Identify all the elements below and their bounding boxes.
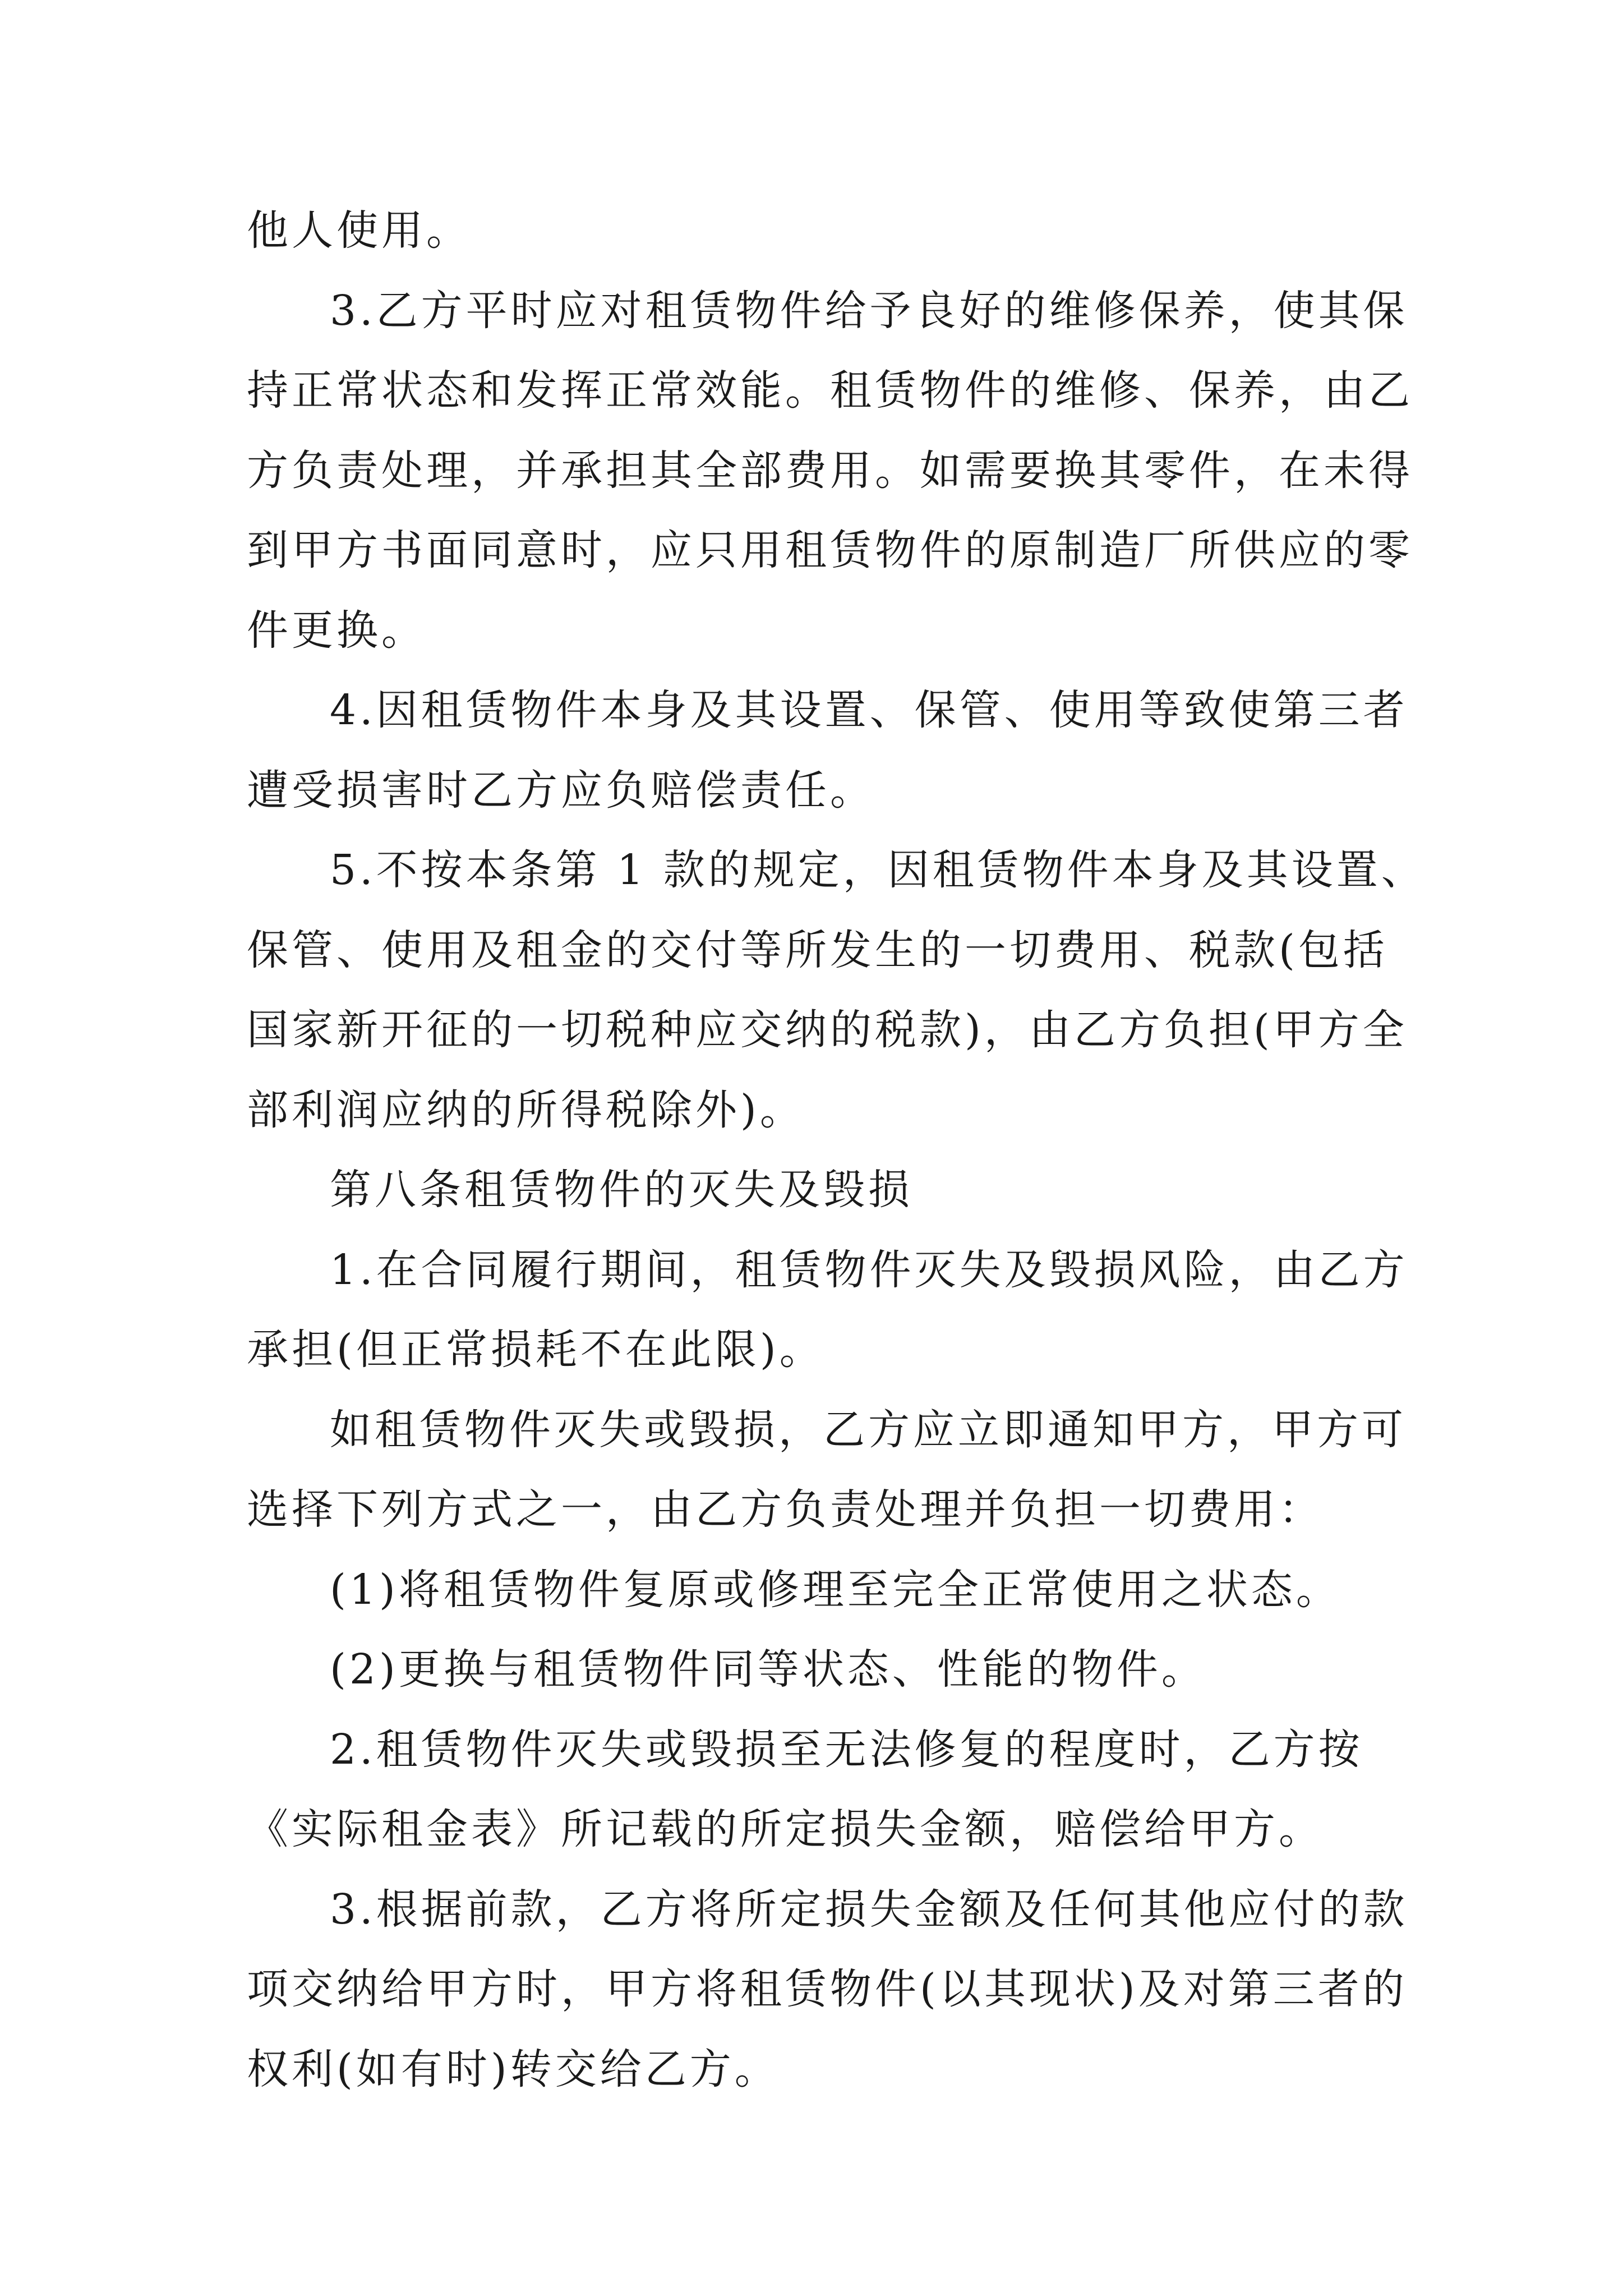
text-line: 权利(如有时)转交给乙方。 — [247, 2045, 780, 2093]
text-line: 《实际租金表》所记载的所定损失金额，赔偿给甲方。 — [247, 1805, 1324, 1853]
text-line: 到甲方书面同意时，应只用租赁物件的原制造厂所供应的零 — [247, 526, 1413, 574]
section-heading: 第八条租赁物件的灭失及毁损 — [330, 1166, 913, 1214]
text-line: 4.因租赁物件本身及其设置、保管、使用等致使第三者 — [330, 686, 1408, 734]
text-line: 件更换。 — [247, 606, 426, 655]
text-line: 保管、使用及租金的交付等所发生的一切费用、税款(包括 — [247, 926, 1388, 974]
text-line: (1)将租赁物件复原或修理至完全正常使用之状态。 — [330, 1565, 1341, 1614]
text-line: 项交纳给甲方时，甲方将租赁物件(以其现状)及对第三者的 — [247, 1965, 1408, 2013]
text-line: 遭受损害时乙方应负赔偿责任。 — [247, 766, 875, 815]
text-line: 5.不按本条第 1 款的规定，因租赁物件本身及其设置、 — [330, 846, 1426, 894]
text-line: 2.租赁物件灭失或毁损至无法修复的程度时，乙方按 — [330, 1725, 1363, 1774]
text-line: 如租赁物件灭失或毁损，乙方应立即通知甲方，甲方可 — [330, 1405, 1407, 1454]
text-line: 部利润应纳的所得税除外)。 — [247, 1085, 805, 1134]
text-line: 持正常状态和发挥正常效能。租赁物件的维修、保养，由乙 — [247, 366, 1413, 415]
text-line: 3.根据前款，乙方将所定损失金额及任何其他应付的款 — [330, 1885, 1408, 1934]
text-line: 1.在合同履行期间，租赁物件灭失及毁损风险，由乙方 — [330, 1245, 1408, 1294]
document-body — [247, 191, 1426, 2109]
text-line: 3.乙方平时应对租赁物件给予良好的维修保养，使其保 — [330, 286, 1408, 335]
text-line: 承担(但正常损耗不在此限)。 — [247, 1326, 824, 1374]
text-line: 他人使用。 — [247, 206, 471, 255]
text-line: 国家新开征的一切税种应交纳的税款)，由乙方负担(甲方全 — [247, 1006, 1408, 1054]
text-line: 选择下列方式之一，由乙方负责处理并负担一切费用： — [247, 1485, 1324, 1534]
text-line: 方负责处理，并承担其全部费用。如需要换其零件，在未得 — [247, 446, 1413, 495]
text-line: (2)更换与租赁物件同等状态、性能的物件。 — [330, 1645, 1206, 1694]
